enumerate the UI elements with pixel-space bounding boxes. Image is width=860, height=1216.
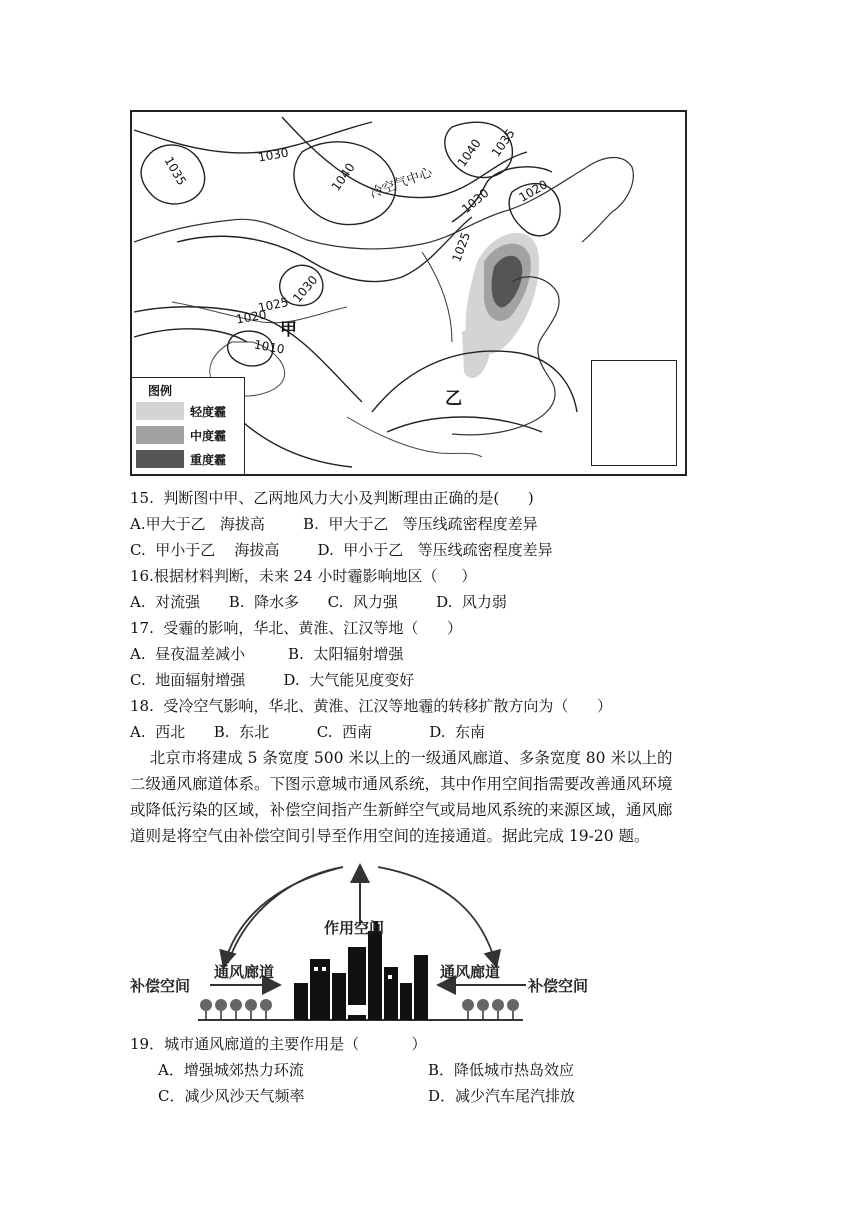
legend-item	[136, 402, 240, 420]
isobar-label: 1030	[290, 272, 321, 306]
isobar-label: 1025	[256, 294, 290, 316]
isobar-label: 1040	[328, 160, 358, 194]
haze-isobar-map	[130, 110, 687, 476]
legend-item	[136, 450, 240, 468]
legend-title: 图例	[148, 384, 173, 398]
isobar-label: 1010	[253, 337, 286, 357]
action-space-label: 作用空间	[324, 919, 385, 937]
q15-stem: 15. 判断图中甲、乙两地风力大小及判断理由正确的是( )	[130, 489, 534, 507]
passage-line: 二级通风廊道体系。下图示意城市通风系统，其中作用空间指需要改善通风环境	[130, 775, 673, 793]
diagram-drawing	[128, 855, 608, 1025]
corridor-left-label: 通风廊道	[214, 963, 275, 981]
compensation-left-label: 补偿空间	[130, 977, 191, 995]
legend-swatch	[136, 426, 184, 444]
isobar-label: 1020	[516, 177, 551, 205]
isobar-label: 1025	[449, 230, 474, 264]
q19-option-c: C．减少风沙天气频率	[158, 1087, 305, 1105]
isobar-label: 1040	[454, 136, 484, 170]
map-legend	[132, 377, 245, 474]
q16-options: A. 对流强 B. 降水多 C. 风力强 D. 风力弱	[130, 593, 507, 611]
cold-air-center-label: 冷空气中心	[368, 165, 435, 202]
q18-stem: 18. 受冷空气影响，华北、黄淮、江汉等地霾的转移扩散方向为（ ）	[130, 697, 613, 715]
legend-label: 中度霾	[190, 429, 227, 443]
q17-stem: 17. 受霾的影响，华北、黄淮、江汉等地（ ）	[130, 619, 463, 637]
south-china-sea-inset	[591, 360, 677, 466]
isobar-label: 1035	[161, 154, 189, 188]
ventilation-diagram	[128, 855, 608, 1025]
legend-item	[136, 426, 240, 444]
q19-option-a: A．增强城郊热力环流	[158, 1061, 304, 1079]
passage-line: 道则是将空气由补偿空间引导至作用空间的连接通道。据此完成 19-20 题。	[130, 827, 650, 845]
q15-options-1: A.甲大于乙 海拔高 B. 甲大于乙 等压线疏密程度差异	[130, 515, 538, 533]
legend-label: 轻度霾	[190, 405, 227, 419]
isobar-label: 1030	[257, 145, 290, 165]
corridor-right-label: 通风廊道	[440, 963, 501, 981]
isobar-label: 1030	[459, 185, 492, 217]
point-jia: 甲	[280, 320, 297, 340]
q17-options-2: C. 地面辐射增强 D. 大气能见度变好	[130, 671, 415, 689]
isobar-label: 1035	[488, 126, 518, 160]
legend-swatch	[136, 450, 184, 468]
q19-option-d: D．减少汽车尾汽排放	[428, 1087, 576, 1105]
passage-line: 或降低污染的区域，补偿空间指产生新鲜空气或局地风系统的来源区域，通风廊	[130, 801, 673, 819]
q15-options-2: C. 甲小于乙 海拔高 D. 甲小于乙 等压线疏密程度差异	[130, 541, 553, 559]
legend-swatch	[136, 402, 184, 420]
q16-stem: 16.根据材料判断，未来 24 小时霾影响地区（ ）	[130, 567, 477, 585]
point-yi: 乙	[445, 389, 462, 409]
q19-stem: 19．城市通风廊道的主要作用是（ ）	[130, 1035, 427, 1053]
q18-options: A. 西北 B. 东北 C. 西南 D. 东南	[130, 723, 486, 741]
q17-options-1: A. 昼夜温差减小 B. 太阳辐射增强	[130, 645, 404, 663]
q19-option-b: B．降低城市热岛效应	[428, 1061, 575, 1079]
isobar-label: 1020	[235, 307, 268, 327]
passage-line: 北京市将建成 5 条宽度 500 米以上的一级通风廊道、多条宽度 80 米以上的	[130, 749, 673, 767]
legend-label: 重度霾	[190, 453, 227, 467]
compensation-right-label: 补偿空间	[528, 977, 589, 995]
